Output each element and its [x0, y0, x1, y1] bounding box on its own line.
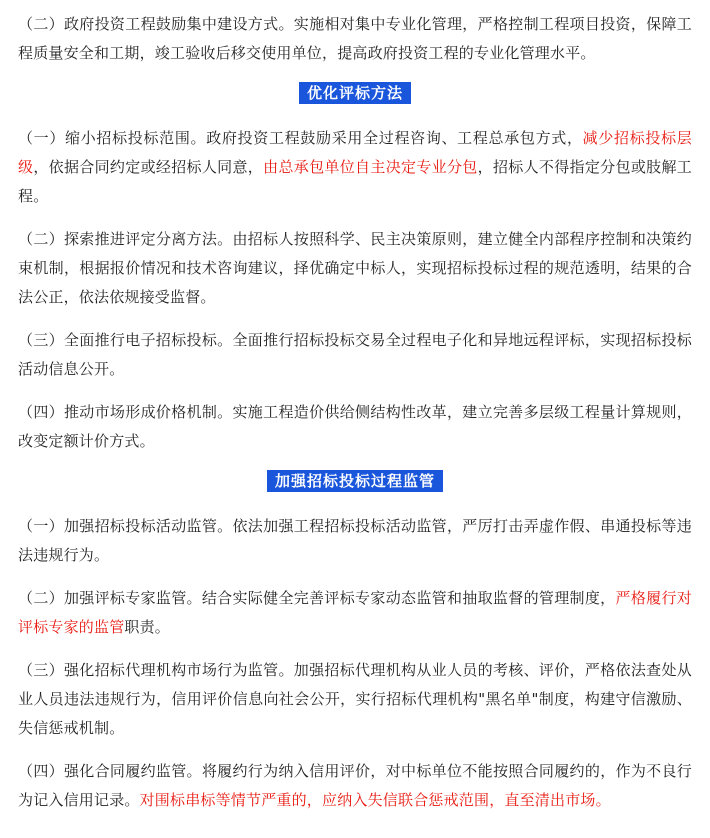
paragraph-text: 职责。 [124, 618, 171, 636]
section-heading-strengthen-supervision: 加强招标投标过程监管 [267, 470, 443, 492]
highlight-text: 减少招标投标层级 [18, 129, 692, 176]
paragraph-expert-supervision [18, 584, 692, 642]
paragraph-text: （二）加强评标专家监管。结合实际健全完善评标专家动态监管和抽取监督的管理制度， [18, 589, 616, 607]
paragraph-agency-supervision [18, 656, 692, 743]
paragraph-government-investment [18, 10, 692, 68]
section-heading-optimize-bid-evaluation: 优化评标方法 [299, 82, 411, 104]
highlight-text: 对围标串标等情节严重的，应纳入失信联合惩戒范围，直至清出市场。 [139, 791, 611, 809]
paragraph-text: （二）探索推进评定分离方法。由招标人按照科学、民主决策原则，建立健全内部程序控制和决策约束机制，根据报价情况和技术咨询建议，择优确定中标人，实现招标投标过程的规范透明，结果的合法公正，依法依规接受监督。 [18, 230, 692, 306]
paragraph-text: （四）强化合同履约监管。将履约行为纳入信用评价，对中标单位不能按照合同履约的，作为不良行为记入信用记录。 [18, 762, 692, 809]
paragraph-text: ，依据合同约定或经招标人同意， [33, 158, 264, 176]
paragraph-text: （三）强化招标代理机构市场行为监管。加强招标代理机构从业人员的考核、评价，严格依法查处从业人员违法违规行为，信用评价信息向社会公开，实行招标代理机构"黑名单"制度，构建守信激励、失信惩戒机制。 [18, 661, 692, 737]
paragraph-separate-evaluation [18, 225, 692, 312]
paragraph-text: （三）全面推行电子招标投标。全面推行招标投标交易全过程电子化和异地远程评标，实现招标投标活动信息公开。 [18, 331, 692, 378]
paragraph-text: （二）政府投资工程鼓励集中建设方式。实施相对集中专业化管理，严格控制工程项目投资，保障工程质量安全和工期，竣工验收后移交使用单位，提高政府投资工程的专业化管理水平。 [18, 15, 692, 62]
section-heading-wrapper [18, 470, 692, 498]
paragraph-text: ，招标人不得指定分包或肢解工程。 [18, 158, 692, 205]
paragraph-contract-performance [18, 757, 692, 815]
paragraph-narrow-bidding-scope [18, 124, 692, 211]
highlight-text: 由总承包单位自主决定专业分包 [263, 158, 478, 176]
highlight-text: 严格履行对评标专家的监管 [18, 589, 692, 636]
paragraph-text: （四）推动市场形成价格机制。实施工程造价供给侧结构性改革，建立完善多层级工程量计算规则，改变定额计价方式。 [18, 403, 692, 450]
paragraph-bidding-activity-supervision [18, 512, 692, 570]
section-heading-wrapper [18, 82, 692, 110]
paragraph-market-pricing [18, 398, 692, 456]
paragraph-electronic-bidding [18, 326, 692, 384]
paragraph-text: （一）加强招标投标活动监管。依法加强工程招标投标活动监管，严厉打击弄虚作假、串通投标等违法违规行为。 [18, 517, 692, 564]
paragraph-text: （一）缩小招标投标范围。政府投资工程鼓励采用全过程咨询、工程总承包方式， [18, 129, 583, 147]
